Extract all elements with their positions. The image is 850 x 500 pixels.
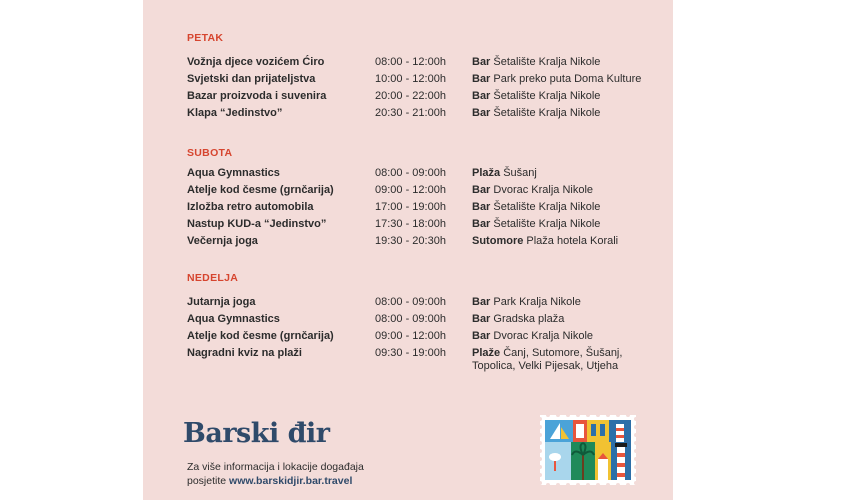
event-location — [472, 184, 593, 197]
event-title: Vožnja djece vozićem Ćiro — [187, 56, 325, 68]
event-city: Bar — [472, 73, 491, 85]
event-place: Dvorac Kralja Nikole — [493, 184, 594, 196]
day-heading-petak: PETAK — [187, 32, 224, 44]
event-location — [472, 296, 581, 309]
barski-dir-logo: Barski đir — [183, 418, 330, 449]
event-title: Atelje kod česme (grnčarija) — [187, 330, 334, 342]
event-location — [472, 73, 641, 86]
website-link[interactable]: www.barskidjir.bar.travel — [229, 475, 353, 487]
event-city: Plaža — [472, 167, 501, 179]
event-time: 17:00 - 19:00h — [375, 201, 446, 213]
event-time: 08:00 - 09:00h — [375, 296, 446, 308]
event-place: Šetalište Kralja Nikole — [493, 218, 601, 230]
event-title: Aqua Gymnastics — [187, 313, 280, 325]
event-place: Šušanj — [503, 167, 537, 179]
event-title: Nastup KUD-a “Jedinstvo” — [187, 218, 327, 230]
info-line-1: Za više informacija i lokacije događaja — [187, 461, 364, 473]
event-title: Izložba retro automobila — [187, 201, 314, 213]
event-time: 09:30 - 19:00h — [375, 347, 446, 359]
event-time: 10:00 - 12:00h — [375, 73, 446, 85]
event-location — [472, 347, 622, 373]
event-poster — [143, 0, 673, 500]
event-city: Plaže — [472, 347, 501, 359]
seaside-stamp-icon — [540, 415, 636, 485]
event-location — [472, 313, 564, 326]
event-place: Park Kralja Nikole — [493, 296, 581, 308]
event-location — [472, 167, 537, 180]
event-title: Jutarnja joga — [187, 296, 256, 308]
event-location — [472, 330, 593, 343]
event-city: Bar — [472, 56, 491, 68]
event-city: Bar — [472, 296, 491, 308]
event-place: Čanj, Sutomore, Šušanj, — [503, 347, 623, 359]
event-time: 20:30 - 21:00h — [375, 107, 446, 119]
event-time: 08:00 - 12:00h — [375, 56, 446, 68]
day-heading-nedelja: NEDELJA — [187, 272, 239, 284]
event-time: 09:00 - 12:00h — [375, 184, 446, 196]
event-time: 09:00 - 12:00h — [375, 330, 446, 342]
event-location — [472, 201, 600, 214]
event-title: Bazar proizvoda i suvenira — [187, 90, 327, 102]
event-location — [472, 235, 618, 248]
event-location — [472, 107, 600, 120]
event-city: Bar — [472, 330, 491, 342]
event-city: Bar — [472, 184, 491, 196]
event-location — [472, 56, 600, 69]
event-city: Sutomore — [472, 235, 524, 247]
info-line-2 — [187, 474, 364, 488]
day-heading-subota: SUBOTA — [187, 147, 233, 159]
event-time: 19:30 - 20:30h — [375, 235, 446, 247]
event-title: Klapa “Jedinstvo” — [187, 107, 283, 119]
event-place: Šetalište Kralja Nikole — [493, 90, 601, 102]
event-time: 17:30 - 18:00h — [375, 218, 446, 230]
event-city: Bar — [472, 313, 491, 325]
event-place: Plaža hotela Korali — [526, 235, 619, 247]
event-city: Bar — [472, 107, 491, 119]
event-place: Gradska plaža — [493, 313, 565, 325]
event-place: Dvorac Kralja Nikole — [493, 330, 594, 342]
event-place-continued: Topolica, Velki Pijesak, Utjeha — [472, 360, 619, 372]
event-place: Park preko puta Doma Kulture — [493, 73, 642, 85]
event-time: 20:00 - 22:00h — [375, 90, 446, 102]
footer-info — [187, 460, 364, 488]
event-city: Bar — [472, 90, 491, 102]
event-time: 08:00 - 09:00h — [375, 313, 446, 325]
event-location — [472, 90, 600, 103]
event-place: Šetalište Kralja Nikole — [493, 107, 601, 119]
event-place: Šetalište Kralja Nikole — [493, 201, 601, 213]
info-prefix: posjetite — [187, 475, 227, 487]
event-title: Nagradni kviz na plaži — [187, 347, 302, 359]
event-title: Večernja joga — [187, 235, 258, 247]
event-city: Bar — [472, 218, 491, 230]
event-location — [472, 218, 600, 231]
event-time: 08:00 - 09:00h — [375, 167, 446, 179]
event-title: Atelje kod česme (grnčarija) — [187, 184, 334, 196]
event-place: Šetalište Kralja Nikole — [493, 56, 601, 68]
event-city: Bar — [472, 201, 491, 213]
event-title: Svjetski dan prijateljstva — [187, 73, 316, 85]
event-title: Aqua Gymnastics — [187, 167, 280, 179]
